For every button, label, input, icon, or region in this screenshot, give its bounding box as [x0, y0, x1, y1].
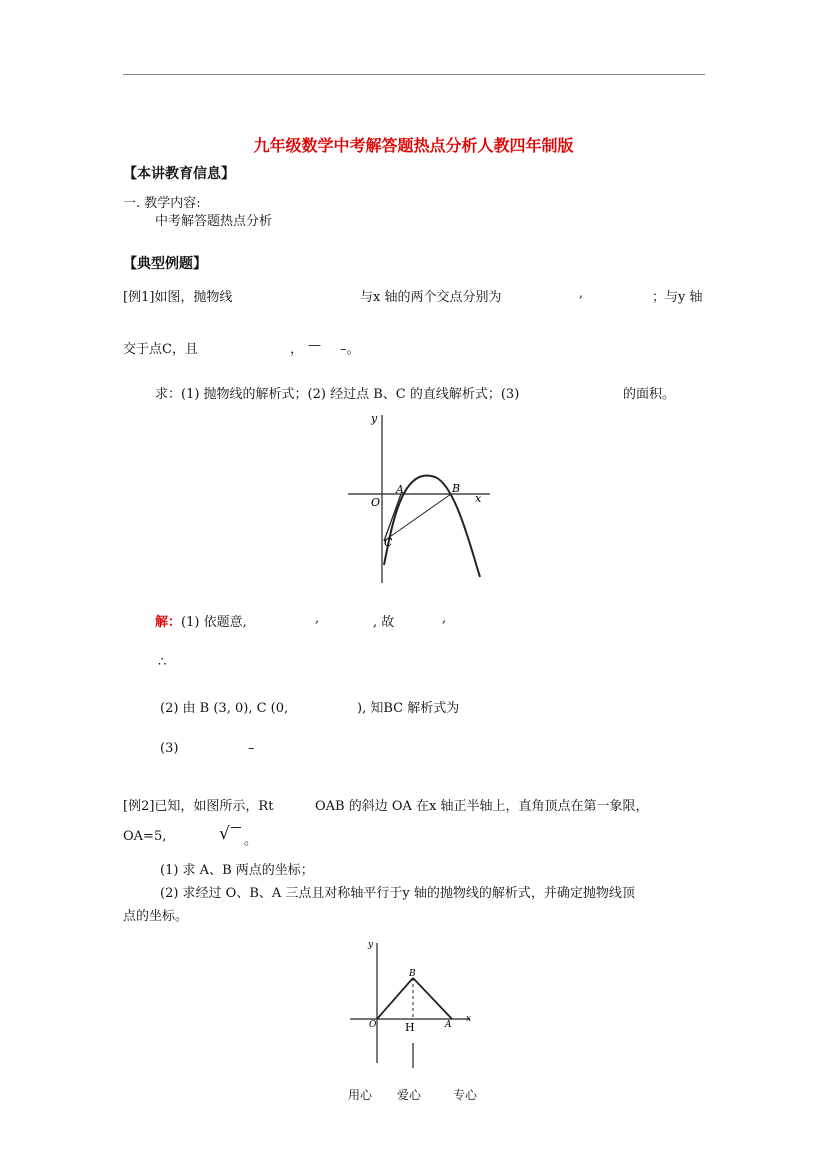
page-title: 九年级数学中考解答题热点分析人教四年制版 [253, 136, 574, 155]
fig1-label-b: B [452, 482, 461, 495]
solution-label: 解： [155, 615, 182, 630]
solution-part2-end: ), 知BC 解析式为 [357, 701, 460, 716]
fig1-label-y: y [371, 412, 378, 425]
header-rule [123, 74, 705, 75]
example2-hypotenuse: OAB 的斜边 OA 在x 轴正半轴上，直角顶点在第一象限， [315, 799, 649, 814]
solution-part2: (2) 由 B (3, 0), C (0, [160, 701, 289, 716]
fig2-label-x: x [466, 1014, 472, 1024]
solution-part3-dash: – [248, 741, 255, 756]
fig1-label-a: A [396, 483, 404, 496]
footer-item-2: 爱心 [397, 1088, 422, 1102]
example1-fraction-bar: — [308, 338, 321, 353]
example2-intro: [例2]已知，如图所示，Rt [123, 799, 274, 814]
section-examples-heading: 【典型例题】 [123, 256, 207, 272]
fig2-label-y: y [368, 940, 374, 950]
example1-point-c: 交于点C，且 [123, 342, 198, 357]
content-text: 中考解答题热点分析 [155, 214, 273, 229]
example2-oa: OA=5, [123, 829, 167, 844]
footer-item-1: 用心 [348, 1088, 373, 1102]
example2-period: 。 [244, 833, 258, 848]
sqrt-symbol: √ [219, 824, 230, 844]
sqrt-bar [231, 827, 241, 828]
solution-part1: (1) 依题意, [181, 615, 247, 630]
therefore-symbol: ∴ [158, 655, 167, 670]
example2-q2-cont: 点的坐标。 [123, 909, 189, 924]
example1-question: 求：(1) 抛物线的解析式；(2) 经过点 B、C 的直线解析式；(3) [155, 387, 520, 402]
fig1-label-c: C [384, 536, 393, 549]
example1-end: –。 [340, 342, 360, 357]
solution-hence: , 故 [373, 615, 395, 630]
fig1-label-o: O [371, 496, 381, 509]
segment-ob [377, 978, 413, 1019]
segment-ba [413, 978, 452, 1019]
example1-y-axis: ；与y 轴 [652, 290, 703, 305]
example1-question-end: 的面积。 [623, 387, 676, 402]
example2-q2: (2) 求经过 O、B、A 三点且对称轴平行于y 轴的抛物线的解析式，并确定抛物线顶 [160, 886, 635, 901]
example1-intro: [例1]如图，抛物线 [123, 290, 233, 305]
segment-ca [384, 494, 401, 541]
example2-q1: (1) 求 A、B 两点的坐标； [160, 863, 314, 878]
content-label: 一. 教学内容: [123, 196, 201, 211]
section-info-heading: 【本讲教育信息】 [123, 166, 235, 182]
solution-sep1: , [315, 611, 320, 626]
fig2-label-b: B [409, 969, 416, 979]
example2-figure [345, 935, 485, 1075]
footer-item-3: 专心 [453, 1088, 478, 1102]
fig2-label-a: A [445, 1020, 452, 1030]
solution-part3: (3) [160, 741, 179, 756]
fig2-label-o: O [369, 1020, 377, 1030]
example1-intersections: 与x 轴的两个交点分别为 [360, 290, 502, 305]
example1-figure [340, 405, 500, 585]
solution-line1 [155, 611, 247, 630]
fig2-label-h: H [405, 1021, 415, 1034]
fig1-label-x: x [475, 492, 482, 505]
example1-sep1: ， [290, 342, 304, 357]
example1-comma: , [579, 286, 584, 301]
solution-sep2: , [442, 611, 447, 626]
